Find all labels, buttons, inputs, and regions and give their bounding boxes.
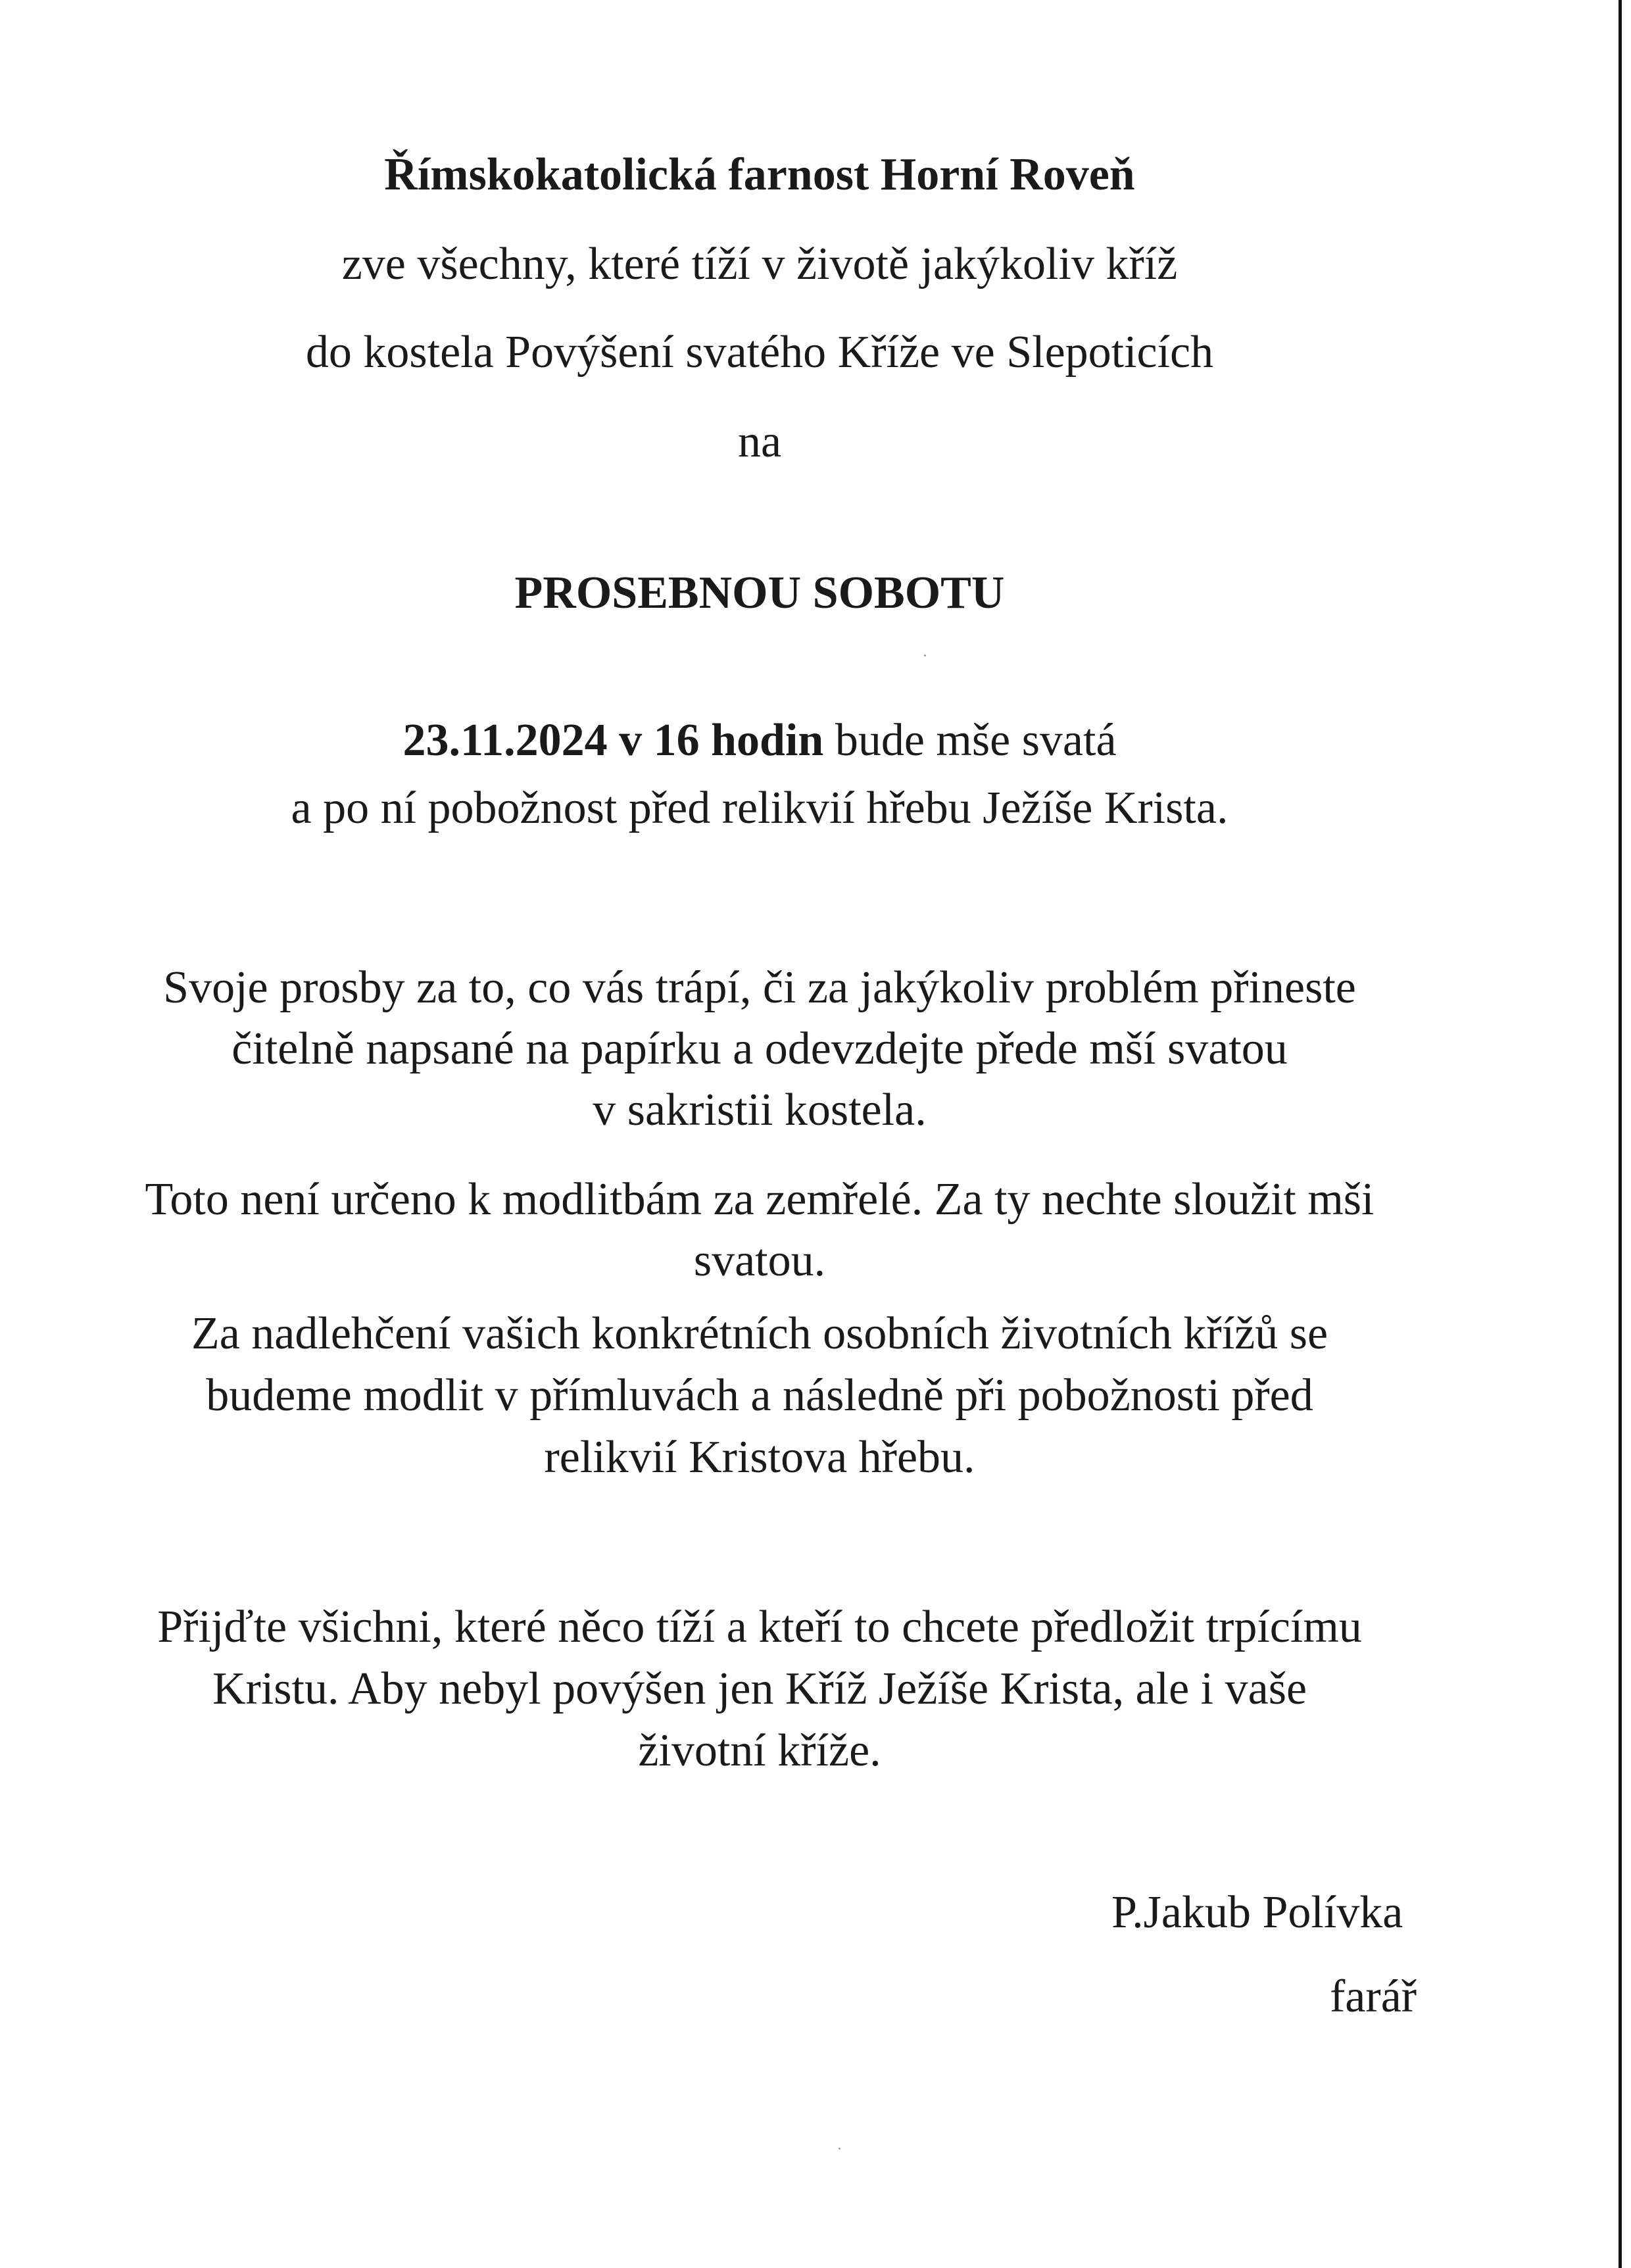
prayer-line-1: Za nadlehčení vašich konkrétních osobních životních křížů se — [191, 1308, 1328, 1359]
event-title: PROSEBNOU SOBOTU — [514, 568, 1005, 618]
parish-name: Římskokatolická farnost Horní Roveň — [384, 149, 1135, 200]
scan-edge-line — [1619, 0, 1622, 2268]
event-date-line — [0, 712, 1519, 770]
event-mass-text: bude mše svatá — [823, 715, 1117, 766]
petitions-line-1: Svoje prosby za to, co vás trápí, či za jakýkoliv problém přineste — [163, 962, 1356, 1013]
come-line-2: Kristu. Aby nebyl povýšen jen Kříž Ježíše Krista, ale i vaše — [212, 1664, 1307, 1714]
prayer-line-3: relikvií Kristova hřebu. — [544, 1432, 975, 1483]
not-for-dead-line-1: Toto není určeno k modlitbám za zemřelé. Za ty nechte sloužit mši — [145, 1174, 1375, 1225]
petitions-line-2: čitelně napsané na papírku a odevzdejte přede mší svatou — [231, 1023, 1288, 1074]
invitation-line-3: na — [737, 416, 782, 467]
come-line-3: životní kříže. — [638, 1725, 881, 1776]
event-devotion-line: a po ní pobožnost před relikvií hřebu Ježíše Krista. — [291, 783, 1229, 833]
event-date-time: 23.11.2024 v 16 hodin — [402, 715, 824, 766]
prayer-line-2: budeme modlit v přímluvách a následně při pobožnosti před — [206, 1370, 1313, 1421]
scan-speck — [924, 654, 926, 656]
not-for-dead-line-2: svatou. — [693, 1235, 826, 1286]
invitation-line-2: do kostela Povýšení svatého Kříže ve Slepoticích — [305, 327, 1214, 378]
petitions-line-3: v sakristii kostela. — [593, 1085, 927, 1135]
come-line-1: Přijďte všichni, které něco tíží a kteří to chcete předložit trpícímu — [157, 1602, 1362, 1652]
signature-name: P.Jakub Polívka — [1111, 1887, 1403, 1938]
scan-speck — [839, 2148, 840, 2150]
invitation-line-1: zve všechny, které tíží v životě jakýkoliv kříž — [341, 239, 1178, 289]
signature-title: farář — [1330, 1971, 1417, 2022]
